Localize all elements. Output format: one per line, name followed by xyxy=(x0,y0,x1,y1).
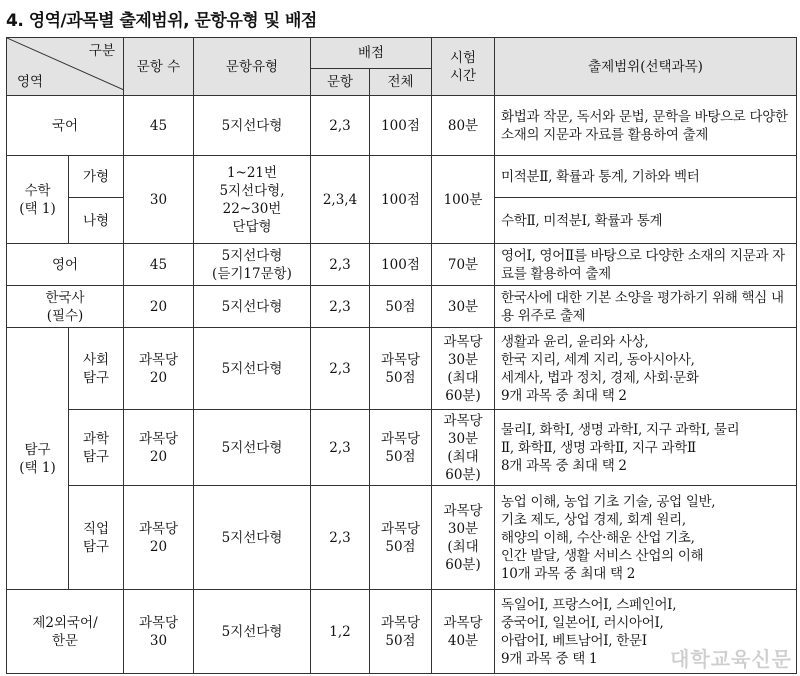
table-row-social xyxy=(7,328,797,410)
count-science: 과목당 20 xyxy=(124,410,194,486)
header-area: 영역 xyxy=(17,74,44,90)
exam-scope-table xyxy=(6,37,797,674)
count-english: 45 xyxy=(124,244,194,286)
section-title: 4. 영역/과목별 출제범위, 문항유형 및 배점 xyxy=(6,11,317,31)
per-q-math: 2,3,4 xyxy=(311,156,370,244)
header-exam-time: 시험 시간 xyxy=(432,38,495,96)
table-row-english xyxy=(7,244,797,286)
header-points-total: 전체 xyxy=(370,69,432,96)
table-row-vocational xyxy=(7,486,797,590)
time-english: 70분 xyxy=(432,244,495,286)
count-vocational: 과목당 20 xyxy=(124,486,194,590)
total-math: 100점 xyxy=(370,156,432,244)
count-math: 30 xyxy=(124,156,194,244)
label-social: 사회 탐구 xyxy=(69,328,124,410)
count-social: 과목당 20 xyxy=(124,328,194,410)
per-q-korean: 2,3 xyxy=(311,96,370,156)
scope-math-ga: 미적분Ⅱ, 확률과 통계, 기하와 벡터 xyxy=(495,156,797,198)
watermark-logo: 대학교육신문 xyxy=(670,647,792,671)
per-q-history: 2,3 xyxy=(311,286,370,328)
type-foreign: 5지선다형 xyxy=(194,590,311,674)
per-q-vocational: 2,3 xyxy=(311,486,370,590)
time-foreign: 과목당 40분 xyxy=(432,590,495,674)
total-vocational: 과목당 50점 xyxy=(370,486,432,590)
time-math: 100분 xyxy=(432,156,495,244)
scope-history: 한국사에 대한 기본 소양을 평가하기 위해 핵심 내용 위주로 출제 xyxy=(495,286,797,328)
table-row-history xyxy=(7,286,797,328)
type-history: 5지선다형 xyxy=(194,286,311,328)
scope-social: 생활과 윤리, 윤리와 사상, 한국 지리, 세계 지리, 동아시아사, 세계사, 법과 정치, 경제, 사회·문화 9개 과목 중 최대 택 2 xyxy=(495,328,797,410)
count-korean: 45 xyxy=(124,96,194,156)
per-q-science: 2,3 xyxy=(311,410,370,486)
scope-english: 영어Ⅰ, 영어Ⅱ를 바탕으로 다양한 소재의 지문과 자료를 활용하여 출제 xyxy=(495,244,797,286)
total-history: 50점 xyxy=(370,286,432,328)
per-q-foreign: 1,2 xyxy=(311,590,370,674)
time-history: 30분 xyxy=(432,286,495,328)
total-korean: 100점 xyxy=(370,96,432,156)
count-history: 20 xyxy=(124,286,194,328)
type-math: 1~21번 5지선다형, 22~30번 단답형 xyxy=(194,156,311,244)
table-row-korean xyxy=(7,96,797,156)
type-korean: 5지선다형 xyxy=(194,96,311,156)
area-history: 한국사 (필수) xyxy=(7,286,124,328)
total-science: 과목당 50점 xyxy=(370,410,432,486)
type-english: 5지선다형 (듣기17문항) xyxy=(194,244,311,286)
label-science: 과학 탐구 xyxy=(69,410,124,486)
total-social: 과목당 50점 xyxy=(370,328,432,410)
total-english: 100점 xyxy=(370,244,432,286)
per-q-english: 2,3 xyxy=(311,244,370,286)
header-division: 구분 xyxy=(88,43,115,59)
header-row-1 xyxy=(7,38,797,69)
area-math: 수학 (택 1) xyxy=(7,156,69,244)
area-korean: 국어 xyxy=(7,96,124,156)
table-row-math-ga xyxy=(7,156,797,198)
table-row-science xyxy=(7,410,797,486)
area-foreign: 제2외국어/ 한문 xyxy=(7,590,124,674)
type-science: 5지선다형 xyxy=(194,410,311,486)
scope-vocational: 농업 이해, 농업 기초 기술, 공업 일반, 기초 제도, 상업 경제, 회계 원리, 해양의 이해, 수산·해운 산업 기초, 인간 발달, 생활 서비스 산업의 이해 10개 과목 중 최대 택 2 xyxy=(495,486,797,590)
label-math-ga: 가형 xyxy=(69,156,124,198)
header-diagonal-cell xyxy=(7,38,124,96)
label-vocational: 직업 탐구 xyxy=(69,486,124,590)
header-scope: 출제범위(선택과목) xyxy=(495,38,797,96)
count-foreign: 과목당 30 xyxy=(124,590,194,674)
scope-science: 물리Ⅰ, 화학Ⅰ, 생명 과학Ⅰ, 지구 과학Ⅰ, 물리 Ⅱ, 화학Ⅱ, 생명 과학Ⅱ, 지구 과학Ⅱ 8개 과목 중 최대 택 2 xyxy=(495,410,797,486)
header-points-per-question: 문항 xyxy=(311,69,370,96)
area-inquiry: 탐구 (택 1) xyxy=(7,328,69,590)
total-foreign: 과목당 50점 xyxy=(370,590,432,674)
time-vocational: 과목당 30분 (최대 60분) xyxy=(432,486,495,590)
scope-korean: 화법과 작문, 독서와 문법, 문학을 바탕으로 다양한 소재의 지문과 자료를 활용하여 출제 xyxy=(495,96,797,156)
time-korean: 80분 xyxy=(432,96,495,156)
scope-foreign: 독일어Ⅰ, 프랑스어Ⅰ, 스페인어Ⅰ, 중국어Ⅰ, 일본어Ⅰ, 러시아어Ⅰ, 아랍어Ⅰ, 베트남어Ⅰ, 한문Ⅰ 9개 과목 중 택 1 xyxy=(495,590,797,674)
time-social: 과목당 30분 (최대 60분) xyxy=(432,328,495,410)
label-math-na: 나형 xyxy=(69,198,124,244)
scope-math-na: 수학Ⅱ, 미적분Ⅰ, 확률과 통계 xyxy=(495,198,797,244)
per-q-social: 2,3 xyxy=(311,328,370,410)
time-science: 과목당 30분 (최대 60분) xyxy=(432,410,495,486)
header-num-questions: 문항 수 xyxy=(124,38,194,96)
type-social: 5지선다형 xyxy=(194,328,311,410)
header-points: 배점 xyxy=(311,38,432,69)
header-question-type: 문항유형 xyxy=(194,38,311,96)
type-vocational: 5지선다형 xyxy=(194,486,311,590)
area-english: 영어 xyxy=(7,244,124,286)
